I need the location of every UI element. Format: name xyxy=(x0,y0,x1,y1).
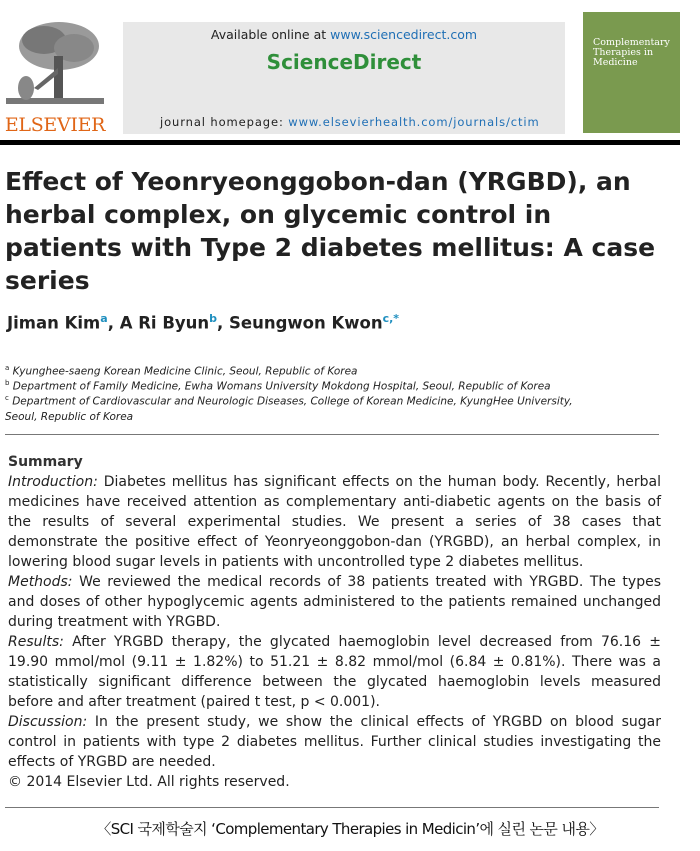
journal-cover-title: Complementary Therapies in Medicine xyxy=(593,37,670,68)
journal-homepage-prefix: journal homepage: xyxy=(160,115,284,129)
section-label: Results: xyxy=(8,634,64,650)
author-name: A Ri Byun xyxy=(119,313,210,333)
author-affiliation-mark[interactable]: a xyxy=(100,312,108,325)
summary-section-discussion xyxy=(8,712,661,772)
section-text: Diabetes mellitus has significant effects on the human body. Recently, herbal medicines have received attention as complementary anti-diabetic agents on the basis of the results of several experimental studies. We present a series of 38 cases that demonstrate the positive effect of Yeonryeonggobon-dan (YRGBD), an herbal complex, in lowering blood sugar levels in patients with uncontrolled type 2 diabetes mellitus. xyxy=(8,474,661,570)
summary-heading: Summary xyxy=(8,454,83,470)
author-affiliation-mark[interactable]: b xyxy=(209,312,218,325)
journal-homepage-line xyxy=(160,115,540,129)
summary-section-results xyxy=(8,632,661,712)
section-label: Introduction: xyxy=(8,474,98,490)
availability-prefix: Available online at xyxy=(210,27,327,42)
section-divider xyxy=(5,434,659,435)
footer-caption: 〈SCI 국제학술지 ‘Complementary Therapies in Medicin’에 실린 논문 내용〉 xyxy=(96,820,604,838)
affiliation-mark: a xyxy=(5,364,10,372)
affiliation-text: Department of Family Medicine, Ewha Womans University Mokdong Hospital, Seoul, Republic of Korea xyxy=(12,380,551,393)
article-title: Effect of Yeonryeonggobon-dan (YRGBD), an herbal complex, on glycemic control in patients with Type 2 diabetes mellitus: A case series xyxy=(5,167,656,295)
publisher-wordmark: ELSEVIER xyxy=(4,114,106,136)
summary-section-introduction xyxy=(8,472,661,572)
sciencedirect-link[interactable]: www.sciencedirect.com xyxy=(330,27,478,42)
copyright-line: © 2014 Elsevier Ltd. All rights reserved. xyxy=(8,774,290,790)
author-list: Jiman Kim$^a$, A Ri Byun$^b$, Seungwon Kwon$^{c,*}$ xyxy=(7,312,400,333)
affiliation xyxy=(5,391,575,425)
section-label: Methods: xyxy=(8,574,73,590)
summary-section-methods xyxy=(8,572,661,632)
footer-divider xyxy=(5,807,659,808)
availability-line xyxy=(123,27,565,42)
summary-body xyxy=(8,472,661,792)
affiliation-text: Kyunghee-saeng Korean Medicine Clinic, Seoul, Republic of Korea xyxy=(12,365,358,378)
affiliation-text: Department of Cardiovascular and Neurologic Diseases, College of Korean Medicine, KyungHee University, Seoul, Republic of Korea xyxy=(5,395,573,423)
section-text: In the present study, we show the clinical effects of YRGBD on blood sugar control in patients with type 2 diabetes mellitus. Further clinical studies investigating the effects of YRGBD are needed. xyxy=(8,714,662,770)
author-name: Seungwon Kwon xyxy=(229,313,383,333)
section-text: We reviewed the medical records of 38 patients treated with YRGBD. The types and doses of other hypoglycemic agents administered to the patients remained unchanged during treatment with YRGBD. xyxy=(8,574,661,630)
journal-homepage-link[interactable]: www.elsevierhealth.com/journals/ctim xyxy=(288,115,540,129)
section-text: After YRGBD therapy, the glycated haemoglobin level decreased from 76.16 ± 19.90 mmol/mol (9.11 ± 1.82%) to 51.21 ± 8.82 mmol/mol (6.84 ± 0.81%). There was a statistically significant difference between the glycated haemoglobin levels measured before and after treatment (paired t test, p < 0.001). xyxy=(8,634,661,710)
section-label: Discussion: xyxy=(8,714,88,730)
author-affiliation-mark[interactable]: c,* xyxy=(382,312,400,325)
journal-cover xyxy=(583,12,680,133)
author-name: Jiman Kim xyxy=(7,313,101,333)
affiliation-mark: b xyxy=(5,379,10,387)
affiliation-mark: c xyxy=(5,394,9,402)
sciencedirect-brand: ScienceDirect xyxy=(266,50,422,74)
header-rule xyxy=(0,140,680,145)
